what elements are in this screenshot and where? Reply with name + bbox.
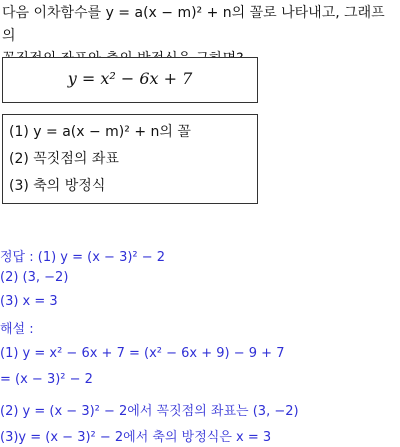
explanation-line-1: (1) y = x² − 6x + 7 = (x² − 6x + 9) − 9 + 7	[0, 346, 285, 361]
question-line-1: 다음 이차함수를 y = a(x − m)² + n의 꼴로 나타내고, 그래프의	[2, 5, 385, 44]
items-box	[2, 114, 258, 204]
item-3: (3) 축의 방정식	[9, 178, 106, 194]
answer-line-2: (2) (3, −2)	[0, 270, 69, 285]
item-2: (2) 꼭짓점의 좌표	[9, 151, 119, 167]
given-equation: y = x² − 6x + 7	[67, 69, 193, 88]
explanation-label: 해설 :	[0, 322, 34, 337]
explanation-line-3: (2) y = (x − 3)² − 2에서 꼭짓점의 좌표는 (3, −2)	[0, 404, 299, 419]
item-1: (1) y = a(x − m)² + n의 꼴	[9, 124, 191, 140]
explanation-line-2: = (x − 3)² − 2	[0, 372, 93, 387]
answer-line-1: 정답 : (1) y = (x − 3)² − 2	[0, 250, 166, 265]
answer-line-3: (3) x = 3	[0, 294, 58, 309]
explanation-line-4: (3)y = (x − 3)² − 2에서 축의 방정식은 x = 3	[0, 430, 272, 445]
given-equation-box	[2, 57, 258, 103]
